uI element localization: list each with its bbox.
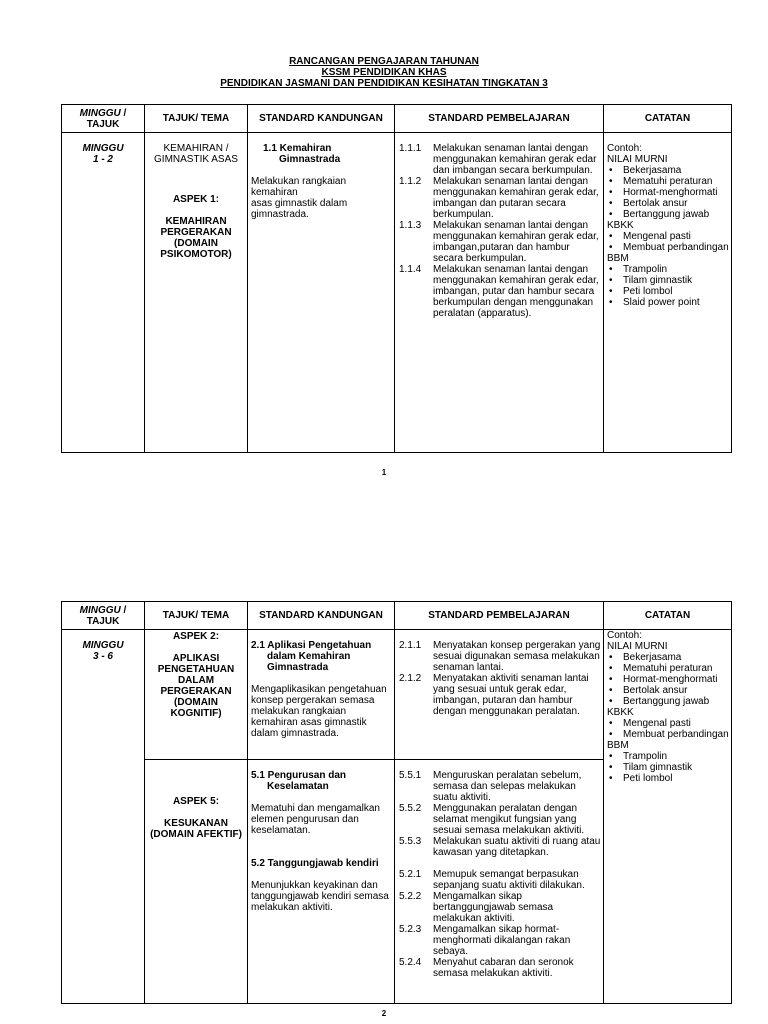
sp-item: 1.1.1 Melakukan senaman lantai dengan menggunakan kemahiran gerak edar dan imbangan secara berkumpulan. bbox=[399, 143, 597, 176]
nilai-list bbox=[607, 652, 731, 707]
bbm-list bbox=[607, 751, 731, 784]
sp-item: 1.1.3 Melakukan senaman lantai dengan menggunakan kemahiran gerak edar, imbangan,putaran dan hambur secara berkumpulan. bbox=[399, 220, 599, 264]
kd-title: 5.1 Pengurusan dan Keselamatan bbox=[251, 770, 347, 792]
kd-title: 1.1 Kemahiran Gimnastrada bbox=[263, 143, 341, 165]
sp-item: 5.2.4 Menyahut cabaran dan seronok semasa melakukan aktiviti. bbox=[399, 957, 574, 979]
list-item: • Bertanggung jawab bbox=[609, 209, 710, 220]
col-header-minggu: MINGGU / TAJUK bbox=[62, 602, 145, 630]
tajuk-cell: ASPEK 5: KESUKANAN (DOMAIN AFEKTIF) bbox=[145, 760, 248, 1004]
aspek-label: ASPEK 1: bbox=[172, 194, 220, 205]
col-header-tajuk: TAJUK/ TEMA bbox=[145, 105, 248, 133]
list-item: • Mematuhi peraturan bbox=[609, 663, 713, 674]
kbkk-list bbox=[607, 231, 731, 253]
kd-description: Melakukan rangkaian kemahiran asas gimnastik dalam gimnastrada. bbox=[251, 176, 348, 220]
plan-table-page2 bbox=[61, 601, 732, 1004]
sp-item: 5.5.1 Menguruskan peralatan sebelum, semasa dan selepas melakukan suatu aktiviti. bbox=[399, 770, 582, 803]
list-item: • Peti lombol bbox=[609, 286, 673, 297]
sp-item: 2.1.2 Menyatakan aktiviti senaman lantai yang sesuai untuk gerak edar, imbangan, putaran dan hambur dengan menggunakan peralatan. bbox=[399, 673, 589, 717]
list-item: • Peti lombol bbox=[609, 773, 673, 784]
sp-item: 5.5.2 Menggunakan peralatan dengan selamat mengikut fungsian yang sesuai semasa melakukan aktiviti. bbox=[399, 803, 585, 836]
week-cell: MINGGU 3 - 6 bbox=[62, 630, 145, 1004]
col-header-catatan: CATATAN bbox=[604, 105, 732, 133]
tajuk-cell: KEMAHIRAN / GIMNASTIK ASAS ASPEK 1: KEMAHIRAN PERGERAKAN (DOMAIN PSIKOMOTOR) bbox=[145, 133, 248, 453]
table-header-row bbox=[62, 105, 732, 133]
list-item: • Bertolak ansur bbox=[609, 198, 688, 209]
kd-title: 5.2 Tanggungjawab kendiri bbox=[251, 858, 379, 869]
sp-item: 1.1.4 Melakukan senaman lantai dengan menggunakan kemahiran gerak edar, imbangan, putar dan hambur secara berkumpulan dengan menggunakan peralatan (apparatus). bbox=[399, 264, 599, 319]
bbm-list bbox=[607, 264, 731, 308]
header-title-line2: KSSM PENDIDIKAN KHAS bbox=[321, 67, 447, 78]
sp-item: 5.5.3 Melakukan suatu aktiviti di ruang atau kawasan yang ditetapkan. bbox=[399, 836, 601, 858]
list-item: • Bertanggung jawab bbox=[609, 696, 710, 707]
list-item: • Hormat-menghormati bbox=[609, 674, 718, 685]
tajuk-cell: ASPEK 2: APLIKASI PENGETAHUAN DALAM PERGERAKAN (DOMAIN KOGNITIF) bbox=[145, 630, 248, 760]
page-number: 1 bbox=[381, 468, 387, 477]
kbkk-list bbox=[607, 718, 731, 740]
week-cell: MINGGU 1 - 2 bbox=[62, 133, 145, 453]
list-item: • Bekerjasama bbox=[609, 165, 682, 176]
catatan-cell: Contoh: NILAI MURNI • Bekerjasama • Mematuhi peraturan • Hormat-menghormati • Bertolak ansur • Bertanggung jawab KBKK • Mengenal pasti • Membuat perbandingan BBM • Trampolin • Tilam gimnastik • Peti lombol bbox=[604, 630, 732, 1004]
list-item: • Mengenal pasti bbox=[609, 231, 691, 242]
sp-item: 1.1.2 Melakukan senaman lantai dengan menggunakan kemahiran gerak edar, imbangan dan putaran secara berkumpulan. bbox=[399, 176, 599, 220]
page-number: 2 bbox=[381, 1009, 387, 1018]
pembelajaran-cell bbox=[395, 133, 604, 453]
sp-item: 5.2.1 Memupuk semangat berpasukan sepanjang suatu aktiviti dilakukan. bbox=[399, 869, 585, 891]
col-header-pembelajaran: STANDARD PEMBELAJARAN bbox=[395, 105, 604, 133]
list-item: • Hormat-menghormati bbox=[609, 187, 718, 198]
document-header bbox=[0, 56, 768, 89]
sp-item: 5.2.3 Mengamalkan sikap hormat-menghormati dikalangan rakan sebaya. bbox=[399, 924, 571, 957]
kandungan-cell bbox=[248, 760, 395, 1004]
list-item: • Mengenal pasti bbox=[609, 718, 691, 729]
plan-table-page1 bbox=[61, 104, 732, 453]
col-header-pembelajaran: STANDARD PEMBELAJARAN bbox=[395, 602, 604, 630]
catatan-cell: Contoh: NILAI MURNI • Bekerjasama • Mematuhi peraturan • Hormat-menghormati • Bertolak ansur • Bertanggung jawab KBKK • Mengenal pasti • Membuat perbandingan BBM • Trampolin • Tilam gimnastik • Peti lombol • Slaid power point bbox=[604, 133, 732, 453]
kd-description: Mengaplikasikan pengetahuan konsep pergerakan semasa melakukan rangkaian kemahiran asas gimnastik dalam gimnastrada. bbox=[251, 684, 387, 739]
list-item: • Bertolak ansur bbox=[609, 685, 688, 696]
col-header-kandungan: STANDARD KANDUNGAN bbox=[248, 105, 395, 133]
kd-description: Mematuhi dan mengamalkan elemen pengurusan dan keselamatan. bbox=[251, 803, 380, 836]
list-item: • Slaid power point bbox=[609, 297, 700, 308]
col-header-tajuk: TAJUK/ TEMA bbox=[145, 602, 248, 630]
col-header-catatan: CATATAN bbox=[604, 602, 732, 630]
header-title-line3: PENDIDIKAN JASMANI DAN PENDIDIKAN KESIHATAN TINGKATAN 3 bbox=[220, 78, 548, 89]
list-item: • Trampolin bbox=[609, 264, 668, 275]
sp-item: 5.2.2 Mengamalkan sikap bertanggungjawab semasa melakukan aktiviti. bbox=[399, 891, 554, 924]
list-item: • Membuat perbandingan bbox=[609, 242, 729, 253]
list-item: • Tilam gimnastik bbox=[609, 275, 693, 286]
header-title-line1: RANCANGAN PENGAJARAN TAHUNAN bbox=[289, 56, 479, 67]
kd-title: 2.1 Aplikasi Pengetahuan dalam Kemahiran Gimnastrada bbox=[251, 640, 372, 673]
table-header-row bbox=[62, 602, 732, 630]
kd-description: Menunjukkan keyakinan dan tanggungjawab kendiri semasa melakukan aktiviti. bbox=[251, 880, 389, 913]
pembelajaran-cell bbox=[395, 630, 604, 760]
table-row bbox=[62, 133, 732, 453]
pembelajaran-cell bbox=[395, 760, 604, 1004]
sp-item: 2.1.1 Menyatakan konsep pergerakan yang sesuai digunakan semasa melakukan senaman lantai. bbox=[399, 640, 601, 673]
domain-label: KEMAHIRAN PERGERAKAN (DOMAIN PSIKOMOTOR) bbox=[160, 216, 232, 260]
kandungan-cell bbox=[248, 630, 395, 760]
list-item: • Membuat perbandingan bbox=[609, 729, 729, 740]
table-row bbox=[62, 630, 732, 760]
list-item: • Trampolin bbox=[609, 751, 668, 762]
col-header-kandungan: STANDARD KANDUNGAN bbox=[248, 602, 395, 630]
kandungan-cell bbox=[248, 133, 395, 453]
list-item: • Bekerjasama bbox=[609, 652, 682, 663]
list-item: • Tilam gimnastik bbox=[609, 762, 693, 773]
col-header-minggu: MINGGU / TAJUK bbox=[62, 105, 145, 133]
nilai-list bbox=[607, 165, 731, 220]
list-item: • Mematuhi peraturan bbox=[609, 176, 713, 187]
